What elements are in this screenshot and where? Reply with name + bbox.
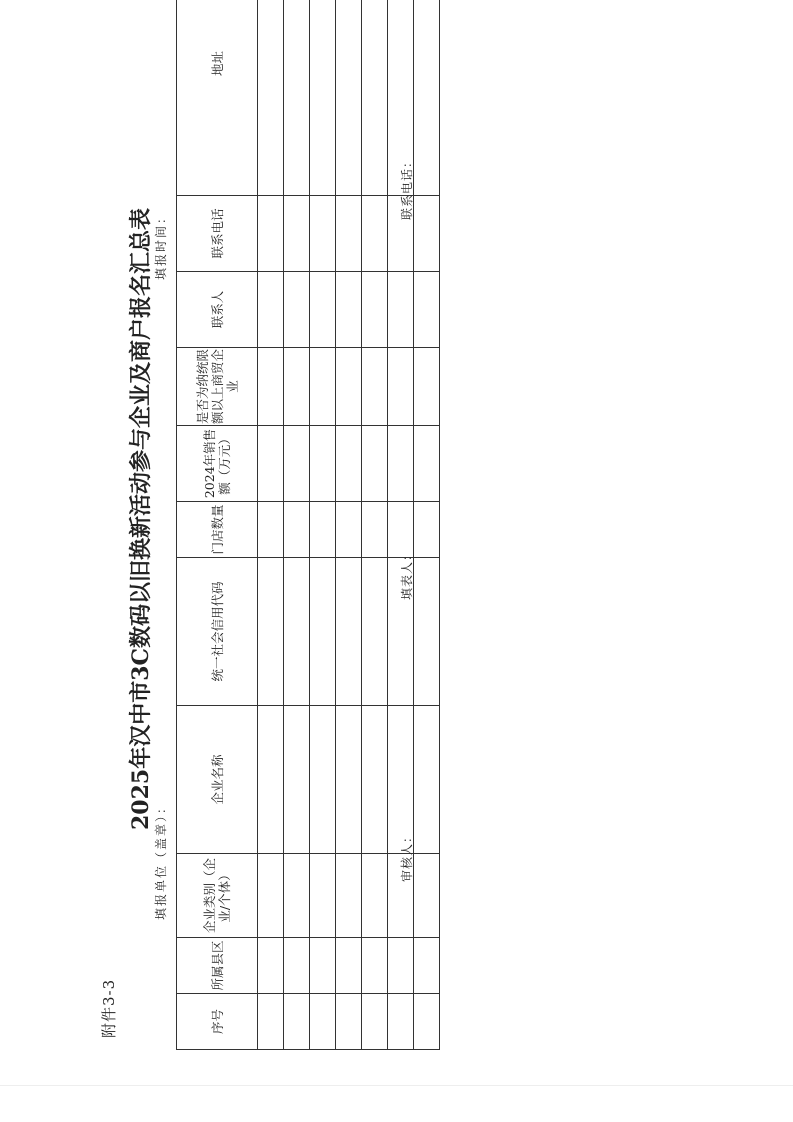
table-cell[interactable] <box>284 938 310 994</box>
column-header: 序号 <box>177 994 258 1050</box>
table-cell[interactable] <box>414 272 440 348</box>
table-row <box>258 0 284 1050</box>
table-cell[interactable] <box>258 196 284 272</box>
table-cell[interactable] <box>284 706 310 854</box>
table-cell[interactable] <box>284 502 310 558</box>
table-cell[interactable] <box>336 854 362 938</box>
table-cell[interactable] <box>388 938 414 994</box>
table-cell[interactable] <box>362 938 388 994</box>
table-cell[interactable] <box>310 938 336 994</box>
table-cell[interactable] <box>258 426 284 502</box>
table-cell[interactable] <box>284 196 310 272</box>
table-cell[interactable] <box>362 0 388 196</box>
table-cell[interactable] <box>258 502 284 558</box>
table-cell[interactable] <box>414 348 440 426</box>
table-cell[interactable] <box>388 426 414 502</box>
table-cell[interactable] <box>284 558 310 706</box>
table-cell[interactable] <box>362 854 388 938</box>
table-cell[interactable] <box>258 0 284 196</box>
table-cell[interactable] <box>258 558 284 706</box>
column-header: 2024年销售额（万元） <box>177 426 258 502</box>
table-cell[interactable] <box>258 854 284 938</box>
column-header: 地址 <box>177 0 258 196</box>
table-row <box>362 0 388 1050</box>
table-cell[interactable] <box>310 502 336 558</box>
column-header: 门店数量 <box>177 502 258 558</box>
table-cell[interactable] <box>284 994 310 1050</box>
table-cell[interactable] <box>310 994 336 1050</box>
table-cell[interactable] <box>258 272 284 348</box>
table-cell[interactable] <box>336 196 362 272</box>
column-header: 企业名称 <box>177 706 258 854</box>
table-cell[interactable] <box>414 0 440 196</box>
filler-label: 填表人： <box>400 547 414 600</box>
table-cell[interactable] <box>388 994 414 1050</box>
reviewer-label: 审核人： <box>400 829 414 882</box>
column-header: 是否为纳统限额以上商贸企业 <box>177 348 258 426</box>
table-cell[interactable] <box>258 938 284 994</box>
table-cell[interactable] <box>284 426 310 502</box>
table-row <box>336 0 362 1050</box>
table-cell[interactable] <box>362 706 388 854</box>
table-header-row <box>177 0 258 1050</box>
table-cell[interactable] <box>336 502 362 558</box>
column-header: 企业类别（企业/个体） <box>177 854 258 938</box>
table-cell[interactable] <box>336 938 362 994</box>
table-cell[interactable] <box>414 558 440 706</box>
table-cell[interactable] <box>336 426 362 502</box>
table-cell[interactable] <box>258 994 284 1050</box>
table-cell[interactable] <box>414 994 440 1050</box>
table-cell[interactable] <box>258 348 284 426</box>
table-cell[interactable] <box>362 348 388 426</box>
table-cell[interactable] <box>336 348 362 426</box>
table-cell[interactable] <box>336 994 362 1050</box>
table-cell[interactable] <box>310 854 336 938</box>
table-cell[interactable] <box>362 272 388 348</box>
table-cell[interactable] <box>388 272 414 348</box>
table-row <box>414 0 440 1050</box>
attachment-label: 附件3-3 <box>100 978 118 1038</box>
table-cell[interactable] <box>310 426 336 502</box>
table-cell[interactable] <box>310 0 336 196</box>
table-cell[interactable] <box>414 426 440 502</box>
table-cell[interactable] <box>310 196 336 272</box>
column-header: 所属县区 <box>177 938 258 994</box>
table-cell[interactable] <box>310 348 336 426</box>
table-cell[interactable] <box>284 272 310 348</box>
table-cell[interactable] <box>414 706 440 854</box>
table-cell[interactable] <box>336 272 362 348</box>
table-cell[interactable] <box>258 706 284 854</box>
table-cell[interactable] <box>362 502 388 558</box>
column-header: 统一社会信用代码 <box>177 558 258 706</box>
table-cell[interactable] <box>414 938 440 994</box>
table-cell[interactable] <box>284 348 310 426</box>
column-header: 联系人 <box>177 272 258 348</box>
table-cell[interactable] <box>388 348 414 426</box>
form-title: 2025年汉中市3C数码以旧换新活动参与企业及商户报名汇总表 <box>128 207 154 830</box>
fill-unit-label: 填报单位（盖章）： <box>154 799 168 920</box>
column-header: 联系电话 <box>177 196 258 272</box>
table-cell[interactable] <box>284 854 310 938</box>
table-row <box>284 0 310 1050</box>
table-cell[interactable] <box>310 272 336 348</box>
table-cell[interactable] <box>362 558 388 706</box>
table-cell[interactable] <box>414 196 440 272</box>
table-cell[interactable] <box>336 706 362 854</box>
table-cell[interactable] <box>414 854 440 938</box>
table-cell[interactable] <box>336 558 362 706</box>
table-cell[interactable] <box>310 706 336 854</box>
fill-time-label: 填报时间： <box>154 209 168 280</box>
table-cell[interactable] <box>414 502 440 558</box>
table-cell[interactable] <box>284 0 310 196</box>
table-row <box>310 0 336 1050</box>
table-cell[interactable] <box>362 196 388 272</box>
table-cell[interactable] <box>362 994 388 1050</box>
table-cell[interactable] <box>310 558 336 706</box>
table-cell[interactable] <box>362 426 388 502</box>
table-cell[interactable] <box>336 0 362 196</box>
contact-phone-label: 联系电话： <box>400 154 414 220</box>
